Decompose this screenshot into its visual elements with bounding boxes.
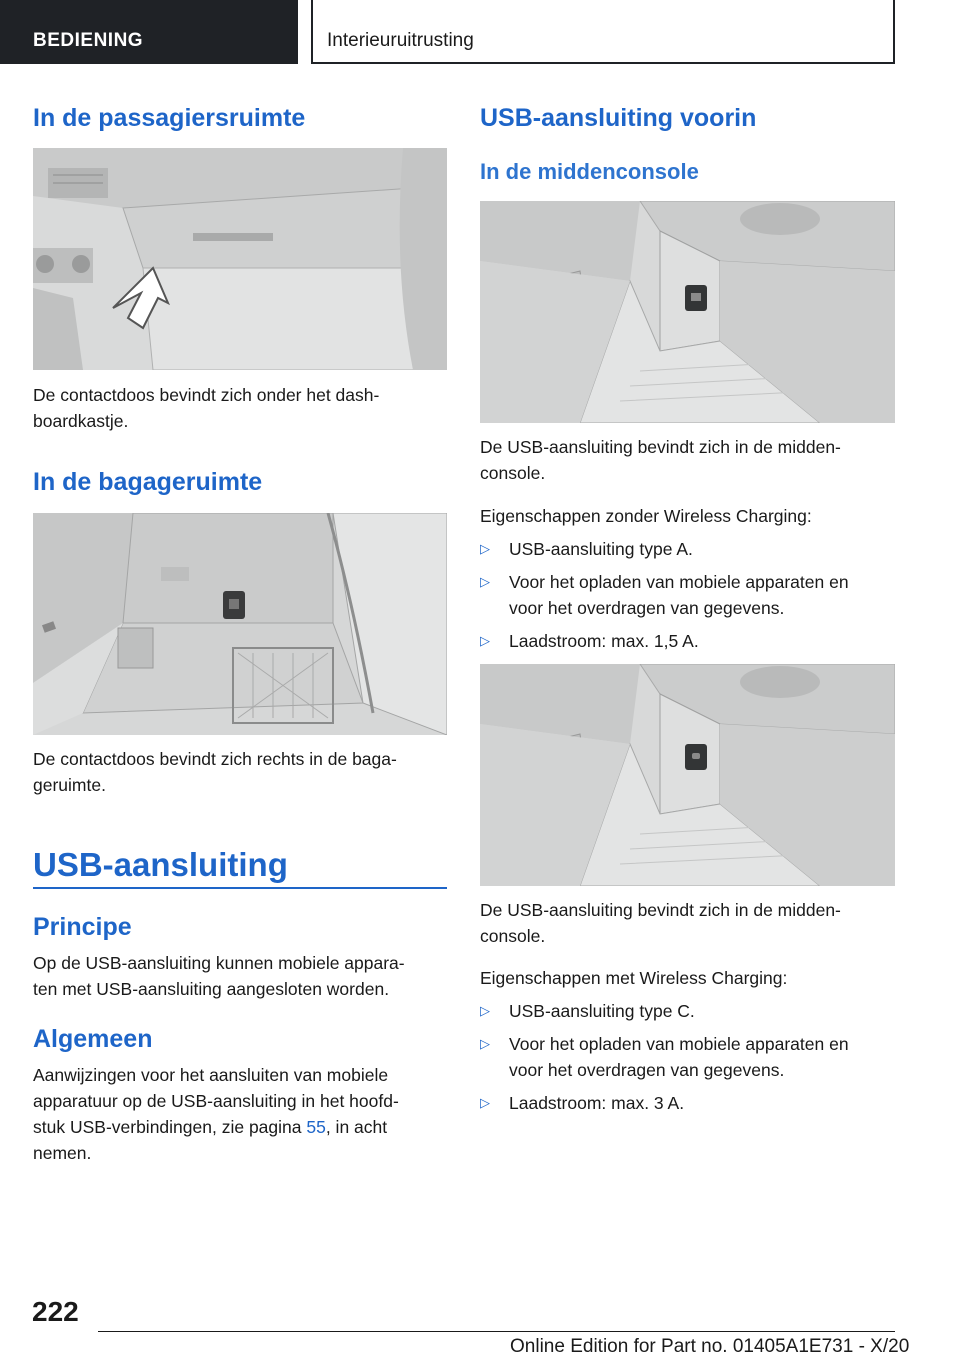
list-item: ▷ Voor het opladen van mobiele apparaten en voor het overdragen van gegevens. (480, 569, 900, 621)
general-text: Aanwijzingen voor het aansluiten van mobiele apparatuur op de USB-aansluiting in het hoofd- stuk USB-verbindingen, zie pagina 55, in acht nemen. (33, 1065, 399, 1163)
heading-general: Algemeen (33, 1025, 153, 1053)
passenger-description: De contactdoos bevindt zich onder het dash- boardkastje. (33, 385, 380, 431)
principle-text: Op de USB-aansluiting kunnen mobiele appara- ten met USB-aansluiting aangesloten worden. (33, 953, 405, 999)
chapter-title: Interieuruitrusting (311, 0, 895, 64)
heading-center-console: In de middenconsole (480, 159, 699, 184)
properties-heading-1: Eigenschappen zonder Wireless Charging: (480, 506, 812, 526)
location-text-1: De USB-aansluiting bevindt zich in de midden- console. (480, 437, 841, 483)
list-item: ▷ USB-aansluiting type A. (480, 536, 900, 562)
footer-rule (98, 1331, 895, 1332)
list-item: ▷ Laadstroom: max. 1,5 A. (480, 628, 900, 654)
list-item: ▷ USB-aansluiting type C. (480, 998, 900, 1024)
triangle-bullet-icon: ▷ (480, 1095, 490, 1110)
heading-cargo-area: In de bagageruimte (33, 468, 263, 496)
location-text-2: De USB-aansluiting bevindt zich in de midden- console. (480, 900, 841, 946)
heading-usb-front: USB-aansluiting voorin (480, 104, 757, 132)
properties-heading-2: Eigenschappen met Wireless Charging: (480, 968, 788, 988)
edition-note: Online Edition for Part no. 01405A1E731 - X/20 (510, 1336, 910, 1357)
triangle-bullet-icon: ▷ (480, 541, 490, 556)
console-usb-a-illustration (480, 201, 895, 423)
list-item: ▷ Laadstroom: max. 3 A. (480, 1090, 900, 1116)
properties-list-2 (480, 998, 900, 1123)
heading-rule (33, 887, 447, 889)
section-tab: BEDIENING (0, 0, 298, 64)
console-usb-c-illustration (480, 664, 895, 886)
triangle-bullet-icon: ▷ (480, 1003, 490, 1018)
heading-principle: Principe (33, 913, 132, 941)
heading-passenger-compartment: In de passagiersruimte (33, 104, 306, 132)
heading-usb: USB-aansluiting (33, 846, 288, 883)
triangle-bullet-icon: ▷ (480, 633, 490, 648)
properties-list-1 (480, 536, 900, 661)
page-number: 222 (32, 1296, 79, 1327)
triangle-bullet-icon: ▷ (480, 1036, 490, 1051)
page-link[interactable]: 55 (306, 1117, 326, 1137)
list-item: ▷ Voor het opladen van mobiele apparaten en voor het overdragen van gegevens. (480, 1031, 900, 1083)
cargo-area-illustration (33, 513, 447, 735)
cargo-description: De contactdoos bevindt zich rechts in de baga- geruimte. (33, 749, 397, 795)
dashboard-illustration (33, 148, 447, 370)
triangle-bullet-icon: ▷ (480, 574, 490, 589)
